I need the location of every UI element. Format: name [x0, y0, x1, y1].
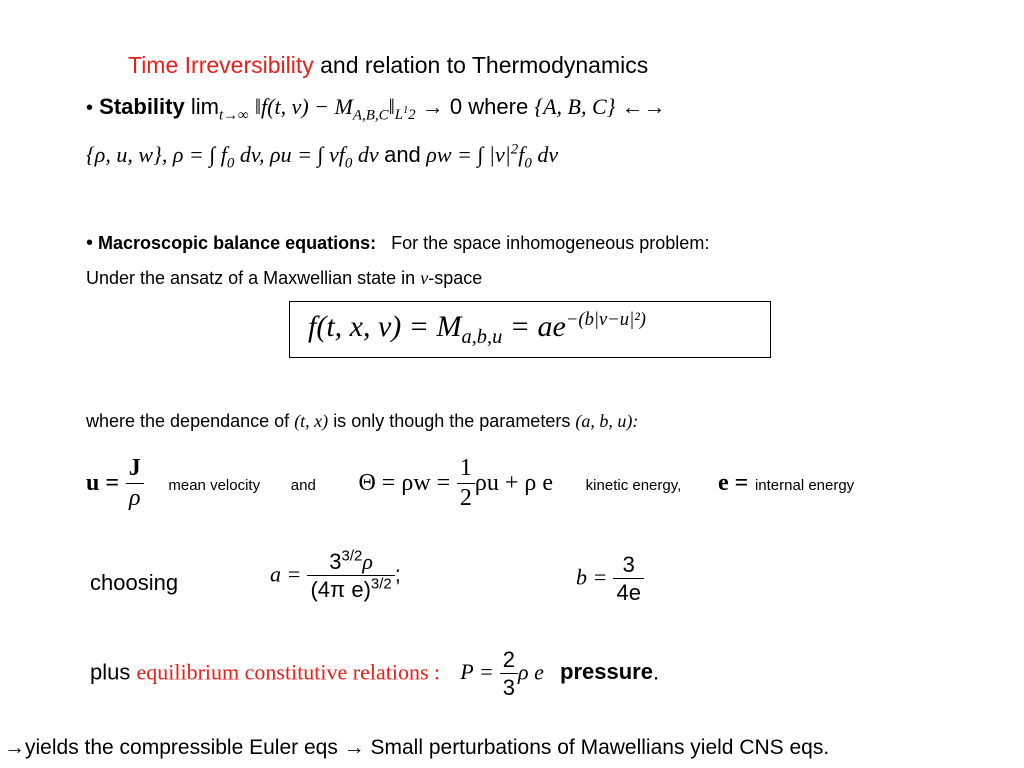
velocity-energy-line	[86, 456, 854, 516]
arrow-zero: → 0	[421, 94, 463, 119]
rhou-definition: ρu = ∫ $vf_0$ dv	[270, 142, 379, 172]
rho-definition: ρ = ∫ $f_0$ dv,	[172, 142, 265, 172]
ansatz-line: Under the ansatz of a Maxwellian state in v-space	[86, 268, 483, 288]
macro-description: For the space inhomogeneous problem:	[391, 233, 710, 253]
stability-line-2	[86, 141, 559, 172]
e-equals: e =	[717, 470, 749, 497]
set-abc: {A, B, C}	[534, 94, 616, 119]
maxwellian-rhs: = ae	[509, 310, 566, 343]
title-highlight: Time Irreversibility	[128, 52, 314, 78]
bullet: •	[86, 97, 94, 119]
p-rhs: ρ e	[518, 659, 544, 685]
theta-rhs: ρu + ρ e	[474, 470, 553, 497]
maxwellian-exponent: −(b|v−u|²)	[565, 309, 646, 330]
mean-velocity-label: mean velocity	[168, 477, 261, 495]
macro-label: Macroscopic balance equations:	[98, 233, 377, 253]
long-arrow: ←→	[621, 94, 666, 119]
where-word: where	[468, 94, 529, 119]
kinetic-energy-label: kinetic energy,	[585, 477, 682, 495]
b-definition: b = $\frac{3}{4e}$	[576, 553, 644, 604]
two-thirds: $\frac{2}{3}$	[500, 648, 518, 699]
maxwellian-equation-box	[289, 301, 771, 358]
pressure-word: pressure	[560, 659, 653, 685]
j-over-rho: $\frac{J}{\rho}$	[126, 456, 144, 511]
one-half: $\frac{1}{2}$	[457, 456, 475, 511]
set-rho: {ρ, u, w},	[86, 142, 168, 167]
constitutive-relations-line: plus equilibrium constitutive relations : P = $\frac{2}{3}$ ρ e pressure.	[90, 647, 660, 701]
a-definition: a = $\frac{3^{3/2}\rho}{(4\pi e)^{3/2}}$ ;	[270, 547, 401, 603]
macro-line	[86, 232, 709, 255]
maxwellian-lhs: f(t, x, v) = M	[308, 310, 462, 343]
maxwellian-sub: a,b,u	[461, 326, 503, 348]
relations-highlight: equilibrium constitutive relations :	[136, 659, 441, 685]
stability-line-1	[86, 94, 666, 124]
and-word: and	[384, 142, 421, 167]
choosing-label: choosing	[90, 570, 179, 595]
stability-label: Stability	[99, 94, 185, 119]
u-equals: u =	[86, 470, 120, 497]
rhow-definition: ρw = ∫ $|v|^2f_0$ dv	[426, 141, 559, 172]
title-rest: and relation to Thermodynamics	[320, 52, 649, 78]
slide-title	[128, 52, 648, 79]
internal-energy-label: internal energy	[754, 477, 855, 495]
plus-word: plus	[90, 659, 131, 685]
footer-line: →yields the compressible Euler eqs → Small perturbations of Mawellians yield CNS eqs.	[4, 736, 830, 759]
dependance-line: where the dependance of (t, x) is only though the parameters (a, b, u):	[86, 411, 639, 431]
and-word: and	[290, 477, 316, 495]
norm-expression: ‖f(t, $v) - M_{A,B,C}‖_{L^12}$	[254, 94, 416, 124]
lim-symbol: $\lim_{t\to\infty}$	[190, 94, 249, 124]
bullet: •	[86, 232, 94, 254]
p-equals: P =	[460, 659, 494, 685]
theta-lhs: Θ = ρw =	[358, 470, 451, 497]
